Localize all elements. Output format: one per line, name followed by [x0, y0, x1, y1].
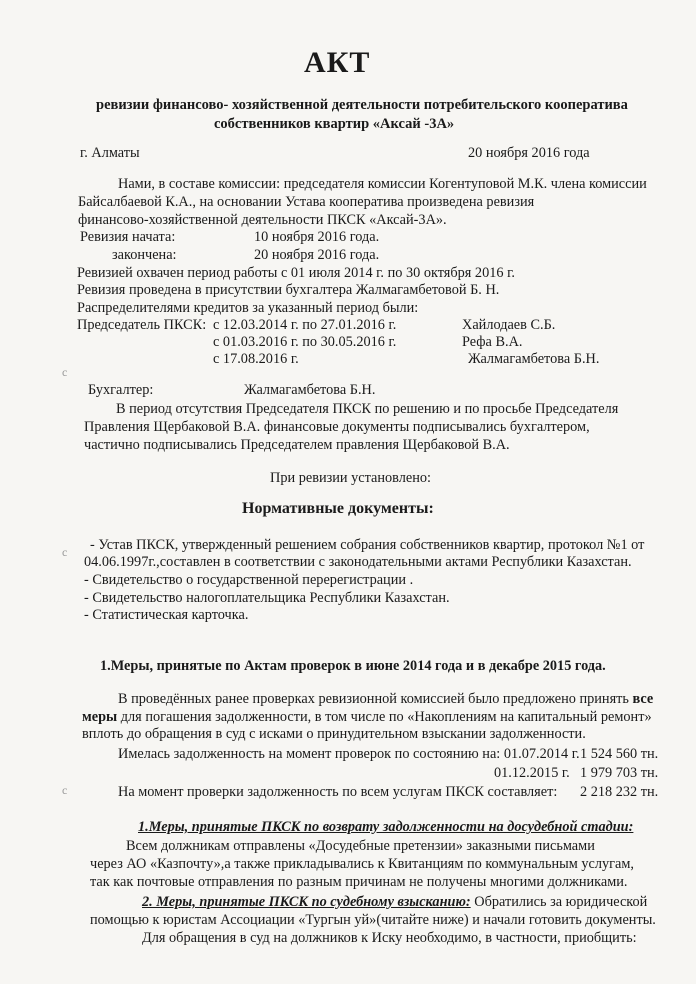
- doc-title: АКТ: [304, 46, 371, 79]
- section1-p1-line1-text: В проведённых ранее проверках ревизионной комиссией было предложено принять: [118, 691, 633, 707]
- scan-mark: c: [62, 783, 68, 797]
- judicial-line1: [142, 893, 647, 911]
- revision-end-date: 20 ноября 2016 года.: [254, 247, 380, 263]
- section1-p1-line3: вплоть до обращения в суд с исками о принудительном взыскании задолженности.: [82, 726, 586, 742]
- section1-p1-line2-text: для погашения задолженности, в том числе по «Накоплениям на капитальный ремонт»: [117, 709, 652, 725]
- normative-item4: - Статистическая карточка.: [84, 607, 249, 623]
- doc-subtitle-line2: собственников квартир «Аксай -3А»: [214, 116, 455, 132]
- chairman-period-1: с 12.03.2014 г. по 27.01.2016 г.: [213, 317, 397, 333]
- section1-heading: 1.Меры, принятые по Актам проверок в июне 2014 года и в декабре 2015 года.: [100, 658, 606, 674]
- section1-p1-line2-bold: меры: [82, 709, 118, 725]
- chairman-name-3: Жалмагамбетова Б.Н.: [468, 351, 600, 367]
- debt-text: Имелась задолженность на момент проверок по состоянию на: 01.07.2014 г.: [118, 746, 580, 762]
- pretrial-line1: Всем должникам отправлены «Досудебные претензии» заказными письмами: [126, 838, 595, 854]
- absence-line3: частично подписывались Председателем правления Щербаковой В.А.: [84, 437, 510, 453]
- debt2-date: 01.12.2015 г.: [494, 765, 570, 781]
- judicial-heading: 2. Меры, принятые ПКСК по судебному взысканию:: [142, 894, 471, 910]
- chairman-period-3: с 17.08.2016 г.: [213, 351, 299, 367]
- normative-heading: Нормативные документы:: [242, 500, 434, 517]
- pretrial-line2: через АО «Казпочту»,а также прикладывались к Квитанциям по коммунальным услугам,: [90, 856, 634, 872]
- absence-line1: В период отсутствия Председателя ПКСК по решению и по просьбе Председателя: [116, 401, 619, 417]
- absence-line2: Правления Щербаковой В.А. финансовые документы подписывались бухгалтером,: [84, 419, 590, 435]
- chairman-period-2: с 01.03.2016 г. по 30.05.2016 г.: [213, 334, 397, 350]
- pretrial-heading: [138, 818, 633, 836]
- revision-managers: Распределителями кредитов за указанный период были:: [77, 300, 419, 316]
- normative-item1-line1: - Устав ПКСК, утвержденный решением собрания собственников квартир, протокол №1 от: [90, 537, 645, 553]
- section1-p1-line2: [82, 708, 652, 726]
- normative-item1-line2: 04.06.1997г.,составлен в соответствии с законодательными актами Республики Казахстан.: [84, 554, 632, 570]
- revision-start-date: 10 ноября 2016 года.: [254, 229, 380, 245]
- accountant-label: Бухгалтер:: [88, 382, 154, 398]
- current-debt-amount: 2 218 232 тн.: [580, 784, 659, 800]
- revision-end-label: закончена:: [112, 247, 177, 263]
- chairman-label: Председатель ПКСК:: [77, 317, 207, 333]
- established-text: При ревизии установлено:: [270, 470, 431, 486]
- intro-line1: Нами, в составе комиссии: председателя комиссии Когентуповой М.К. члена комиссии: [118, 176, 647, 192]
- revision-presence: Ревизия проведена в присутствии бухгалтера Жалмагамбетовой Б. Н.: [77, 282, 500, 298]
- judicial-line3: Для обращения в суд на должников к Иску необходимо, в частности, приобщить:: [142, 930, 637, 946]
- accountant-name: Жалмагамбетова Б.Н.: [244, 382, 376, 398]
- pretrial-line3: так как почтовые отправления по разным причинам не получены многими должниками.: [90, 874, 628, 890]
- revision-period: Ревизией охвачен период работы с 01 июля 2014 г. по 30 октября 2016 г.: [77, 265, 515, 281]
- debt1-amount: 1 524 560 тн.: [580, 746, 659, 762]
- doc-subtitle-line1: ревизии финансово- хозяйственной деятельности потребительского кооператива: [96, 97, 628, 113]
- chairman-name-2: Рефа В.А.: [462, 334, 523, 350]
- section1-p1-line1: [118, 690, 653, 708]
- scan-mark: c: [62, 545, 68, 559]
- current-debt-text: На момент проверки задолженность по всем услугам ПКСК составляет:: [118, 784, 558, 800]
- section1-p1-line1-bold: все: [632, 691, 654, 707]
- scan-mark: c: [62, 365, 68, 379]
- chairman-name-1: Хайлодаев С.Б.: [462, 317, 556, 333]
- intro-line2: Байсалбаевой К.А., на основании Устава кооператива произведена ревизия: [78, 194, 535, 210]
- normative-item2: - Свидетельство о государственной перерегистрации .: [84, 572, 414, 588]
- judicial-line1-rest: Обратились за юридической: [470, 894, 648, 910]
- pretrial-heading-text: 1.Меры, принятые ПКСК по возврату задолженности на досудебной стадии:: [138, 819, 634, 835]
- judicial-line2: помощью к юристам Ассоциации «Тургын уй»(читайте ниже) и начали готовить документы.: [90, 912, 656, 928]
- date: 20 ноября 2016 года: [468, 145, 590, 161]
- revision-start-label: Ревизия начата:: [80, 229, 176, 245]
- normative-item3: - Свидетельство налогоплательщика Республики Казахстан.: [84, 590, 450, 606]
- place: г. Алматы: [80, 145, 140, 161]
- debt2-amount: 1 979 703 тн.: [580, 765, 659, 781]
- intro-line3: финансово-хозяйственной деятельности ПКСК «Аксай-3А».: [78, 212, 447, 228]
